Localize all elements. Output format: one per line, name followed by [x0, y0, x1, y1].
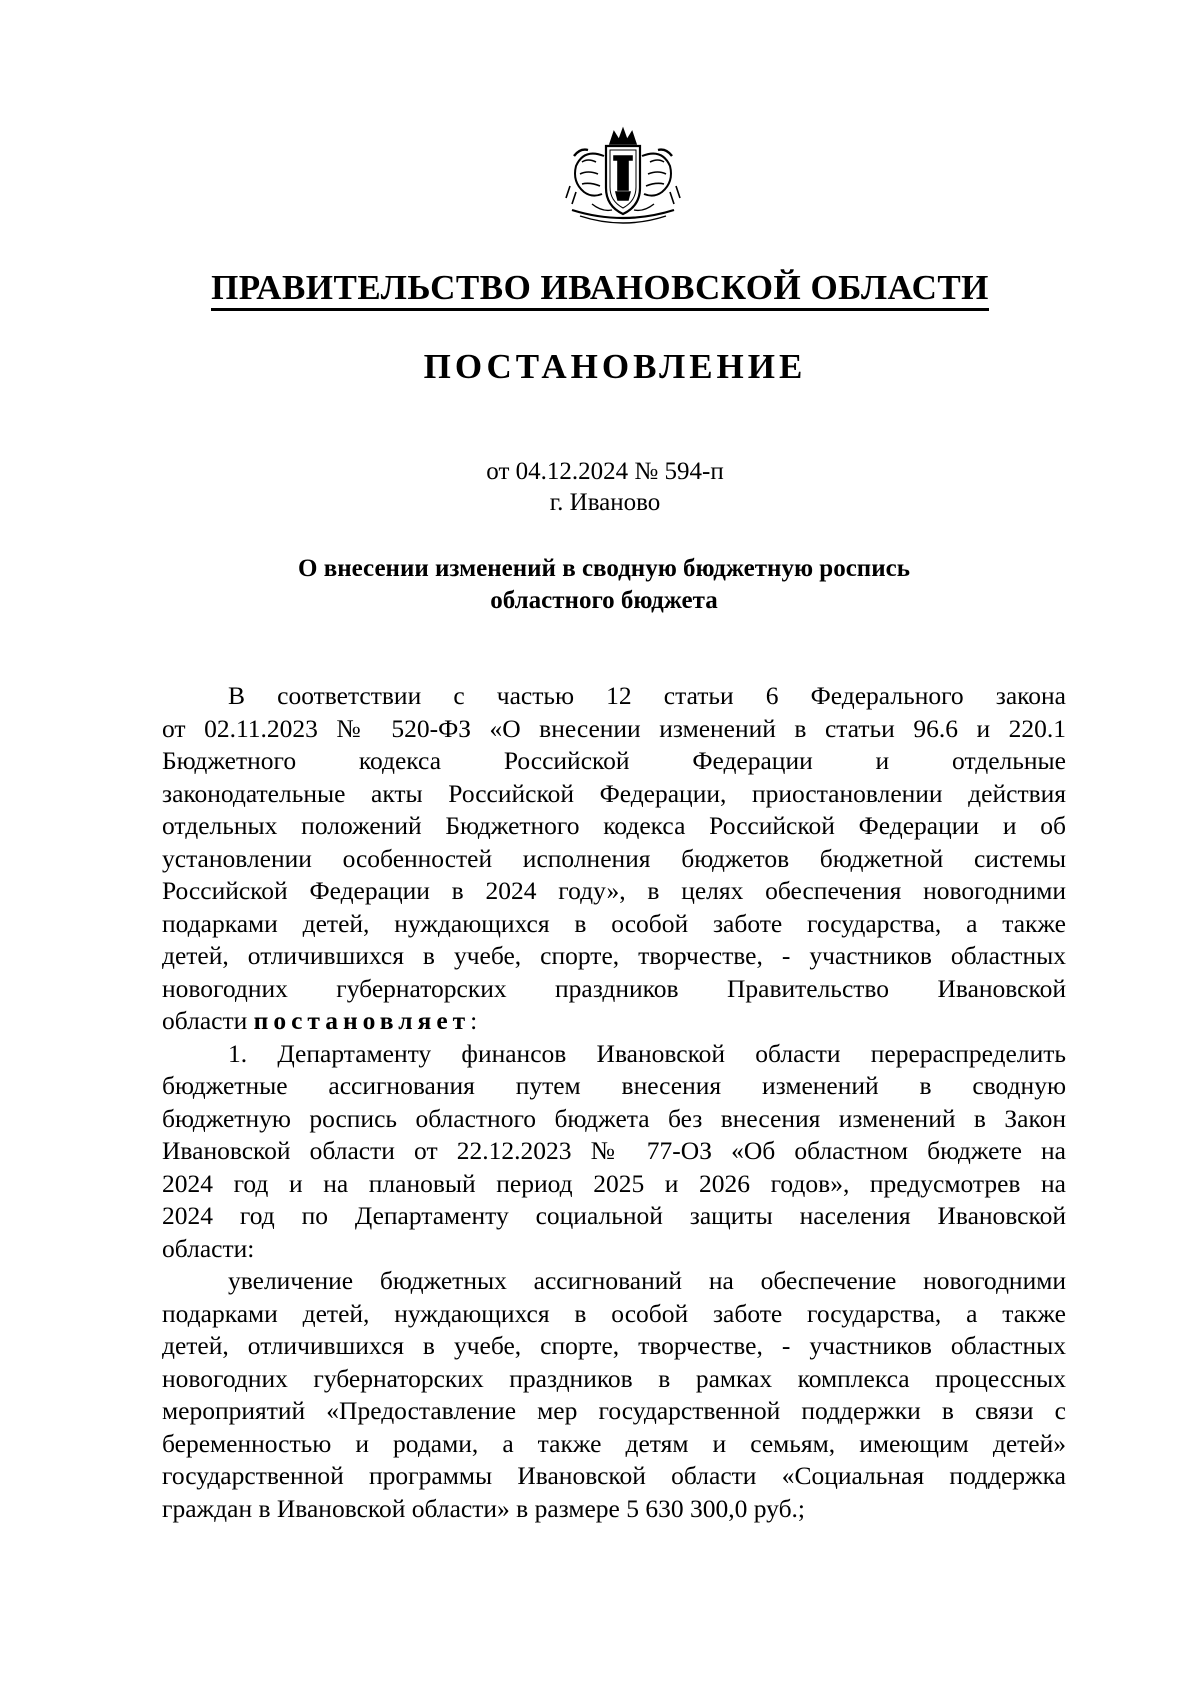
body-line: новогодних губернаторских праздников Правительство Ивановской: [162, 973, 1066, 1003]
body-line: В соответствии с частью 12 статьи 6 Федерального закона: [228, 681, 1066, 710]
body-line: 1. Департаменту финансов Ивановской области перераспределить: [228, 1038, 1066, 1068]
body-line: Российской Федерации в 2024 году», в целях обеспечения новогодними: [162, 876, 1066, 905]
body-line: бюджетную роспись областного бюджета без внесения изменений в Закон: [162, 1103, 1066, 1133]
subject-line-2: областного бюджета: [490, 587, 718, 614]
body-line: новогодних губернаторских праздников в рамках комплекса процессных: [162, 1363, 1066, 1393]
body-line: области:: [162, 1233, 255, 1263]
body-line: детей, отличившихся в учебе, спорте, творчестве, - участников областных: [162, 1331, 1066, 1360]
body-line: от 02.11.2023 № 520-ФЗ «О внесении изменений в статьи 96.6 и 220.1: [162, 713, 1066, 743]
body-line: бюджетные ассигнования путем внесения изменений в сводную: [162, 1071, 1066, 1100]
government-title-text: ПРАВИТЕЛЬСТВО ИВАНОВСКОЙ ОБЛАСТИ: [211, 268, 989, 311]
body-line: увеличение бюджетных ассигнований на обеспечение новогодними: [228, 1266, 1066, 1295]
body-line: подарками детей, нуждающихся в особой заботе государства, а также: [162, 908, 1066, 938]
coat-of-arms-icon: [562, 126, 684, 230]
body-line: Бюджетного кодекса Российской Федерации и отдельные: [162, 746, 1066, 775]
document-body: [162, 680, 1066, 1525]
document-city: г. Иваново: [549, 489, 661, 516]
body-line-resolution: [162, 1005, 1066, 1038]
resolution-prefix: области: [162, 1006, 254, 1035]
body-line: мероприятий «Предоставление мер государственной поддержки в связи с: [162, 1396, 1066, 1425]
body-line: законодательные акты Российской Федерации, приостановлении действия: [162, 778, 1066, 808]
body-line: Ивановской области от 22.12.2023 № 77-ОЗ «Об областном бюджете на: [162, 1136, 1066, 1165]
resolution-keyword: постановляет: [253, 1006, 471, 1035]
body-line: 2024 год и на плановый период 2025 и 2026 годов», предусмотрев на: [162, 1168, 1066, 1198]
body-line: беременностью и родами, а также детям и семьям, имеющим детей»: [162, 1428, 1066, 1458]
body-line: 2024 год по Департаменту социальной защиты населения Ивановской: [162, 1201, 1066, 1230]
subject-line-1: О внесении изменений в сводную бюджетную роспись: [298, 555, 910, 582]
body-line: установлении особенностей исполнения бюджетов бюджетной системы: [162, 843, 1066, 873]
body-line: отдельных положений Бюджетного кодекса Российской Федерации и об: [162, 811, 1066, 840]
body-line: граждан в Ивановской области» в размере 5 630 300,0 руб.;: [162, 1493, 806, 1523]
body-line: детей, отличившихся в учебе, спорте, творчестве, - участников областных: [162, 941, 1066, 970]
resolution-suffix: :: [470, 1006, 478, 1035]
document-type-title: ПОСТАНОВЛЕНИЕ: [423, 347, 807, 386]
body-line: государственной программы Ивановской области «Социальная поддержка: [162, 1461, 1066, 1490]
government-title: [0, 268, 1200, 308]
document-date-number: от 04.12.2024 № 594-п: [486, 458, 724, 485]
body-line: подарками детей, нуждающихся в особой заботе государства, а также: [162, 1298, 1066, 1328]
